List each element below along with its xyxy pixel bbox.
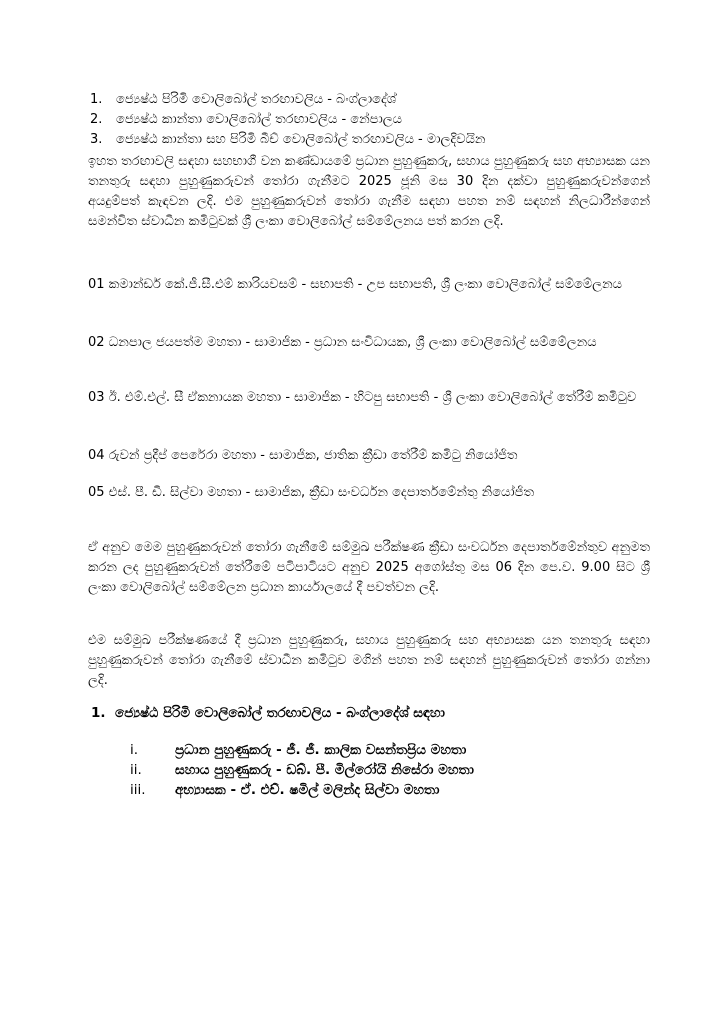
list-item-number: 1. [90,92,103,107]
roman-numeral: ii. [130,762,142,778]
list-item [130,740,650,760]
coach-entry: ප්‍රධාන පුහුණුකරු - ජී. ජී. කාලික වසන්තප්‍රිය මහතා [175,742,467,758]
tournament-list [90,90,670,150]
selected-coaches-list [130,740,650,800]
section-number: 1. [91,705,106,721]
committee-member-3: 03 ඊ. එම්.එල්. සී ඒකනායක මහතා - සාමාජික - හිටපු සභාපති - ශ්‍රී ලංකා වොලිබෝල් තේරීම් කමිටුව [88,390,637,405]
interview-paragraph: ඒ අනුව මෙම පුහුණුකරුවන් තෝරා ගැනීමේ සම්මුඛ පරීක්ෂණ ක්‍රීඩා සංවර්ධන දෙපාර්තමේන්තුව අනුමත කරන ලද පුහුණුකරුවන් තේරීමේ පටිපාටියට අනුව 2025 අගෝස්තු මස 06 දින පෙ.ව. 9.00 සිට ශ්‍රී ලංකා වොලිබෝල් සම්මේලන ප්‍රධාන කාර්යාලයේ දී පවත්වන ලදි. [88,540,650,595]
committee-member-2: 02 ධනපාල ජයපත්ම මහතා - සාමාජික - ප්‍රධාන සංවිධායක, ශ්‍රී ලංකා වොලිබෝල් සම්මේලනය [88,335,597,350]
list-item-number: 3. [90,132,103,147]
list-item [90,130,670,150]
list-item-number: 2. [90,112,103,127]
list-item [130,760,650,780]
committee-member-5: 05 එස්. පී. ඩී. සිල්වා මහතා - සාමාජික, ක්‍රීඩා සංවර්ධන දෙපාර්තමේන්තු නියෝජිත [88,485,535,500]
list-item-text: ජ්‍යෙෂ්ඨ කාන්තා වොලිබෝල් තරඟාවලිය - නේපාලය [116,112,403,127]
list-item [90,90,670,110]
committee-member-4: 04 රුවන් ප්‍රදීප් පෙරේරා මහතා - සාමාජික, ජාතික ක්‍රීඩා තේරීම් කමිටු නියෝජිත [88,448,518,463]
roman-numeral: iii. [130,782,146,798]
selection-paragraph: එම සම්මුඛ පරීක්ෂණයේ දී ප්‍රධාන පුහුණුකරු, සහාය පුහුණුකරු සහ අභ්‍යාසක යන තනතුරු සඳහා පුහුණුකරුවන් තෝරා ගැනීමේ ස්වාධීන කමිටුව මගින් පහත නම් සඳහන් පුහුණුකරුවන් තෝරා ගන්නා ලදි. [88,633,650,688]
list-item [90,110,670,130]
committee-member-1: 01 කමාන්ඩර් කේ.ජී.සී.එම් කාරියවසම් - සභාපති - උප සභාපති, ශ්‍රී ලංකා වොලිබෝල් සම්මේලනය [88,277,622,292]
coach-entry: අභ්‍යාසක - ඒ. එච්. ෂමිල් මලින්ද සිල්වා මහතා [175,782,440,798]
list-item [130,780,650,800]
section-heading [91,705,671,721]
section-title: ජ්‍යෙෂ්ඨ පිරිමි වොලිබෝල් තරඟාවලිය - බංග්ලාදේශ් සඳහා [115,705,445,721]
list-item-text: ජ්‍යෙෂ්ඨ කාන්තා සහ පිරිමි බීච් වොලිබෝල් තරඟාවලිය - මාලදිවයින [116,132,486,147]
coach-entry: සහාය පුහුණුකරු - ඩබ්. පී. මිල්රෝයි නිසේරා මහතා [175,762,474,778]
list-item-text: ජ්‍යෙෂ්ඨ පිරිමි වොලිබෝල් තරඟාවලිය - බංග්ලාදේශ් [116,92,397,107]
intro-paragraph: ඉහත තරඟාවලි සඳහා සහභාගී වන කණ්ඩායමේ ප්‍රධාන පුහුණුකරු, සහාය පුහුණුකරු සහ අභ්‍යාසක යන තනතුරු සඳහා පුහුණුකරුවන් තෝරා ගැනීමට 2025 ජූනි මස 30 දින දක්වා පුහුණුකරුවන්ගෙන් අයදුම්පත් කැඳවන ලදි. එම පුහුණුකරුවන් තෝරා ගැනීම සඳහා පහත නම් සඳහන් නිලධාරීන්ගෙන් සමන්විත ස්වාධීන කමිටුවක් ශ්‍රී ලංකා වොලිබෝල් සම්මේලනය පත් කරන ලදි. [88,154,650,229]
roman-numeral: i. [130,742,139,758]
